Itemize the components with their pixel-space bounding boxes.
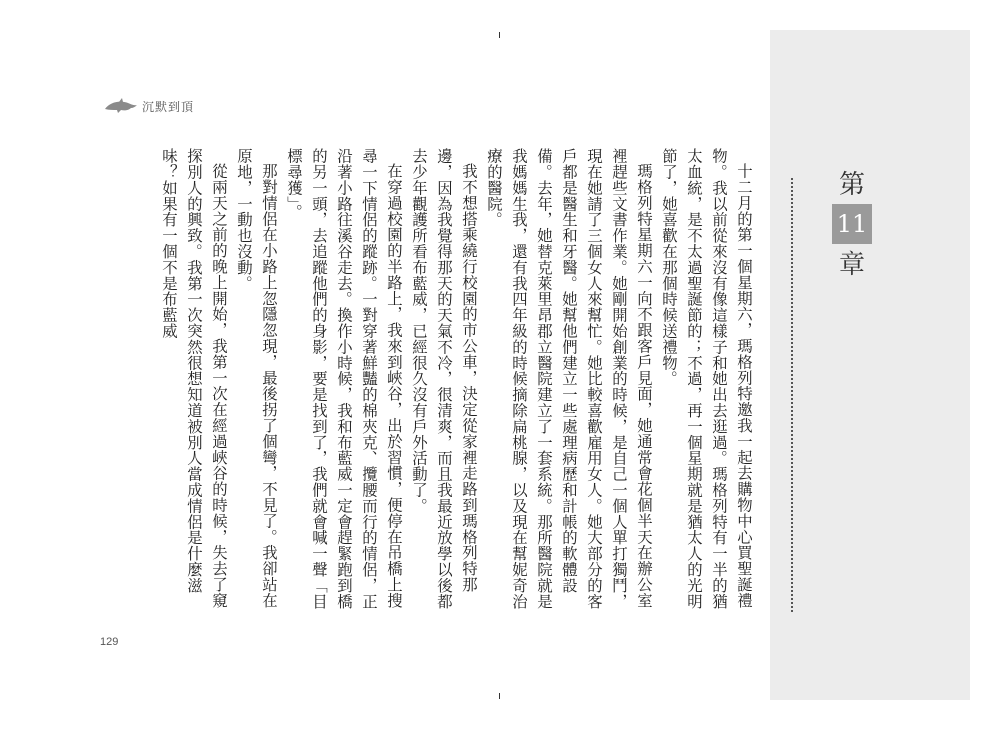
- running-header: [104, 96, 194, 116]
- chapter-prefix: 第: [838, 170, 865, 200]
- paragraph: 那對情侶在小路上忽隱忽現，最後拐了個彎，不見了。我卻站在原地，一動也沒動。: [235, 148, 278, 609]
- dolphin-icon: [104, 98, 138, 114]
- chapter-suffix: 章: [838, 250, 865, 280]
- paragraph: 瑪格列特星期六一向不跟客戶見面，她通常會花個半天在辦公室裡趕些文書作業。她剛開始創業的時候，是自己一個人單打獨鬥，現在她請了三個女人來幫忙。她比較喜歡雇用女人。她大部分的客戶都是醫生和牙醫。她幫他們建立一些處理病歷和計帳的軟體設備。去年，她替克萊里昂郡立醫院建立了一套系統。那所醫院就是我媽媽生我，還有我四年級的時候摘除扁桃腺，以及現在幫妮奇治療的醫院。: [485, 148, 653, 610]
- crop-mark-top-center: [499, 32, 500, 38]
- chapter-number-badge: 11: [832, 204, 872, 244]
- paragraph: 我不想搭乘繞行校園的市公車，決定從家裡走路到瑪格列特那邊，因為我覺得那天的天氣不冷，很清爽，而且我最近放學以後都去少年觀護所看布藍威，已經很久沒有戶外活動了。: [410, 148, 478, 610]
- book-title: 沉默到頂: [142, 99, 195, 114]
- paragraph: 從兩天之前的晚上開始，我第一次在經過峽谷的時候，失去了窺探別人的興致。我第一次突然很想知道被別人當成情侶是什麼滋味？如果有一個不是布藍威: [160, 148, 228, 609]
- paragraph: 在穿過校園的半路上，我來到峽谷，出於習慣，便停在吊橋上搜尋一下情侶的蹤跡。一對穿著鮮豔的棉夾克、攬腰而行的情侶，正沿著小路往溪谷走去。換作小時候，我和布藍威一定會趕緊跑到橋的另一頭，去追蹤他們的身影，要是找到了，我們就會喊一聲「目標尋獲」。: [285, 148, 403, 610]
- chapter-heading: [830, 170, 874, 280]
- chapter-panel: [770, 30, 970, 700]
- page-number: 129: [100, 636, 119, 648]
- dotted-rule: [791, 178, 793, 612]
- body-text: [98, 148, 756, 618]
- paragraph: 十二月的第一個星期六，瑪格列特邀我一起去購物中心買聖誕禮物。我以前從來沒有像這樣子和她出去逛過。瑪格列特有一半的猶太血統，是不太過聖誕節的；不過，再一個星期就是猶太人的光明節了，她喜歡在那個時候送禮物。: [660, 148, 753, 610]
- crop-mark-bottom-center: [499, 693, 500, 699]
